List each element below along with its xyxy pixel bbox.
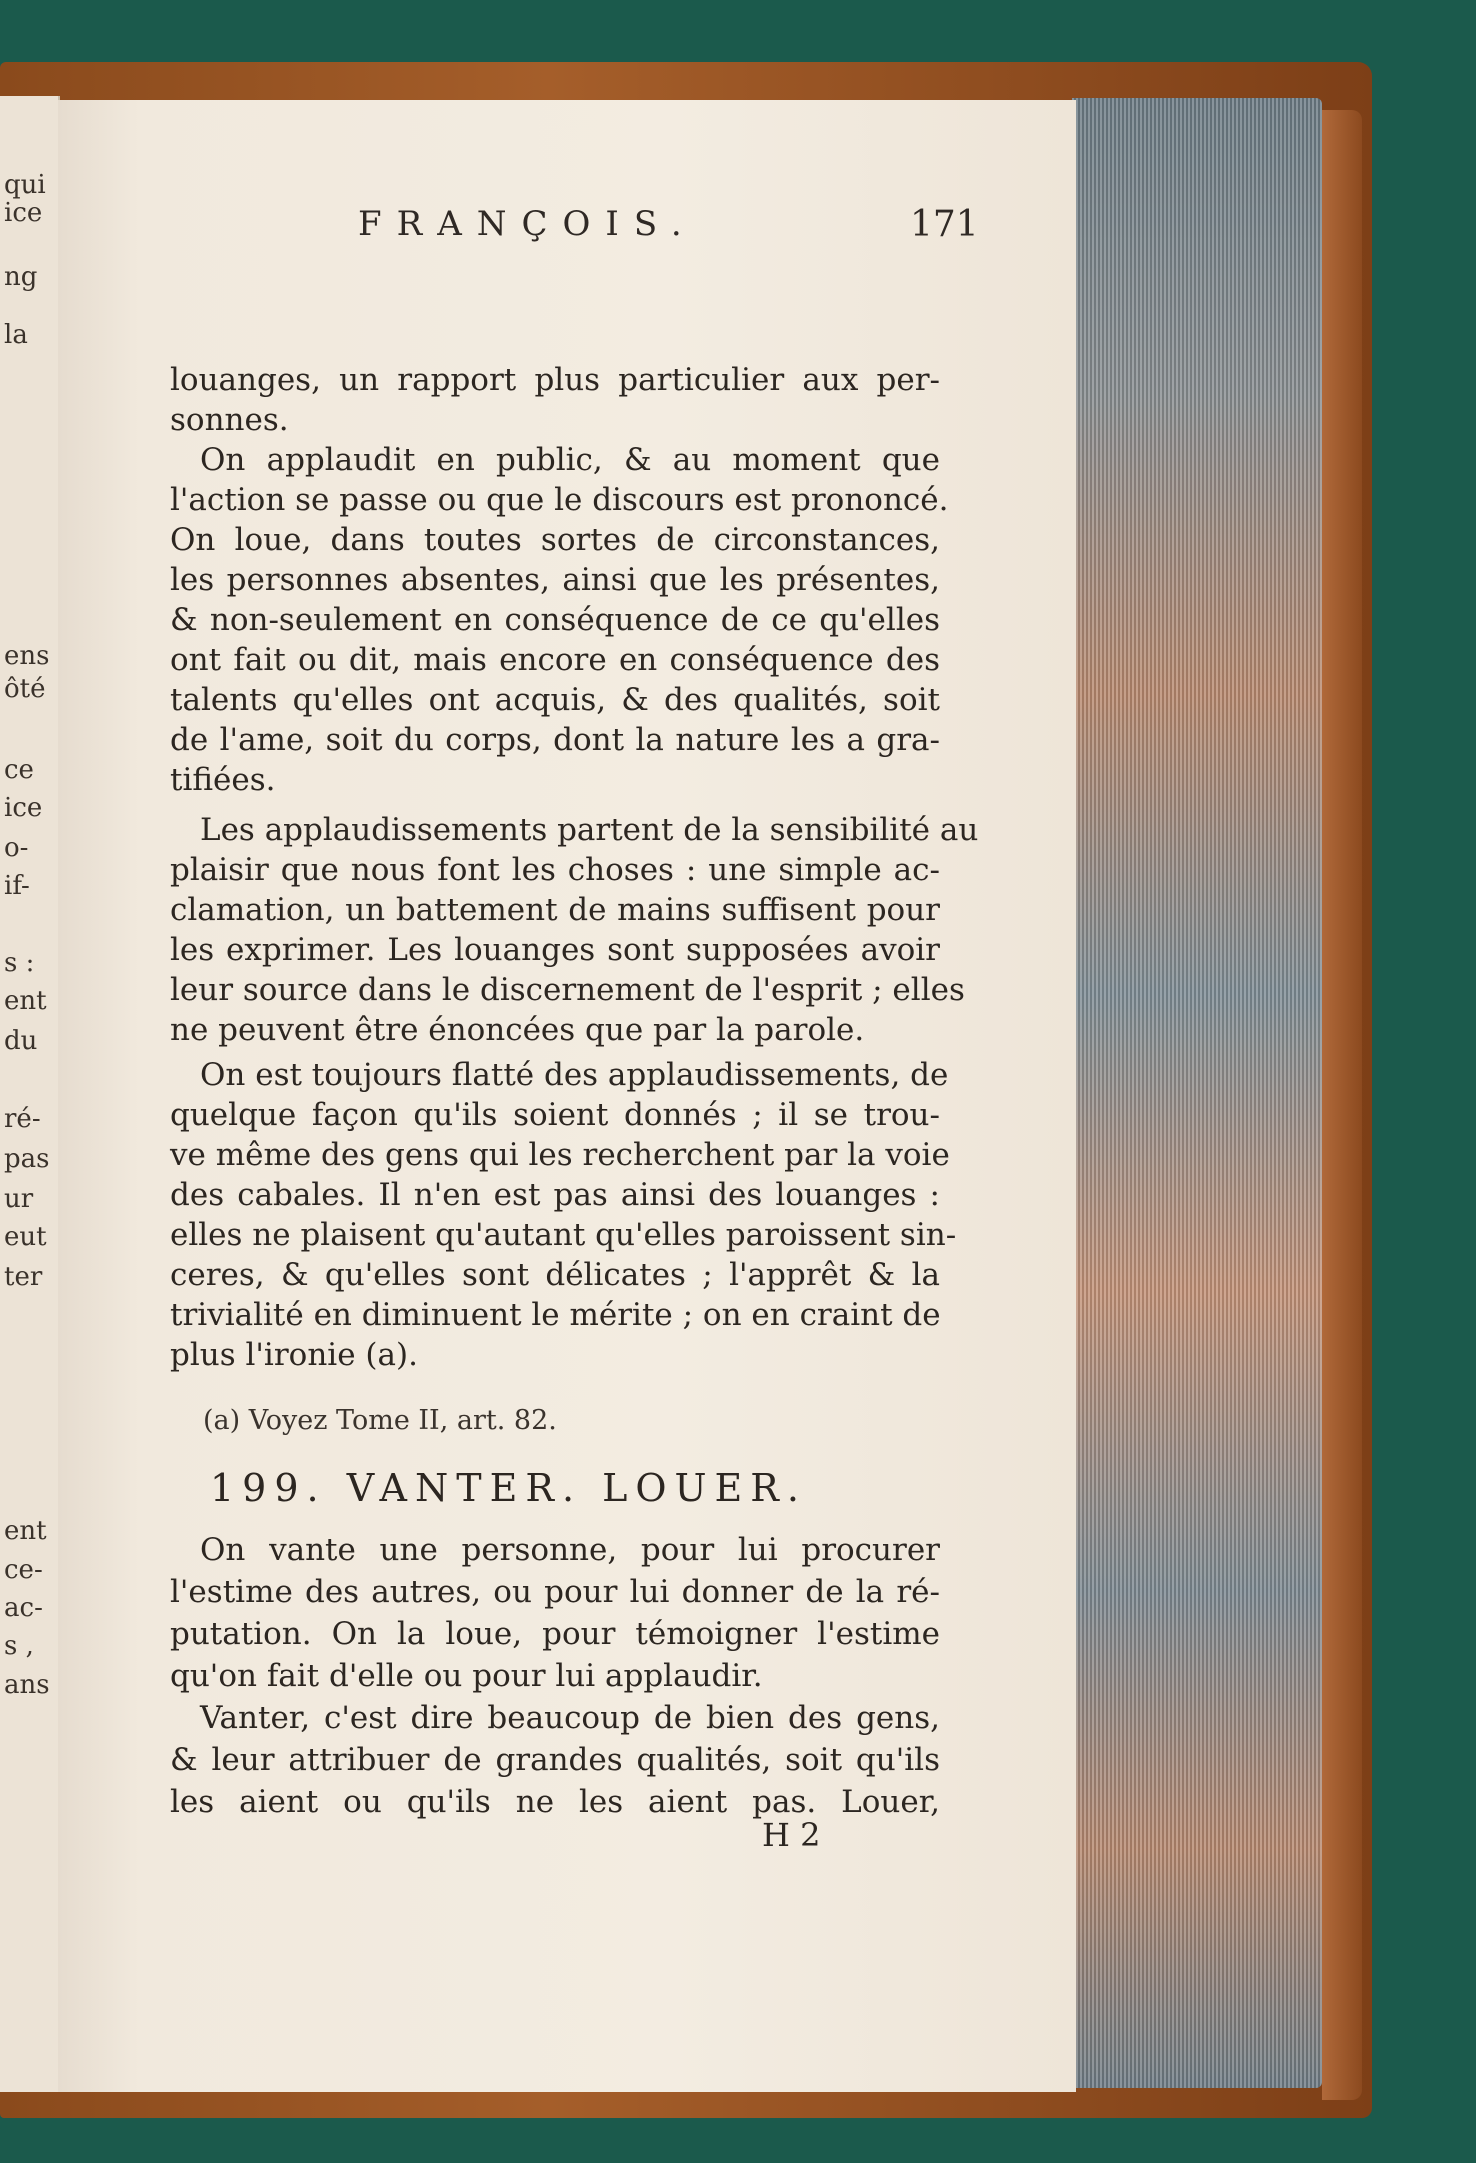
text-line: On loue, dans toutes sortes de circonstances, — [170, 522, 940, 558]
text-line: Les applaudissements partent de la sensibilité au — [200, 812, 979, 848]
left-fragment: ce- — [4, 1555, 43, 1585]
text-line: & leur attribuer de grandes qualités, soit qu'ils — [170, 1742, 940, 1778]
text-line: de l'ame, soit du corps, dont la nature les a gra- — [170, 722, 940, 758]
left-fragment: s : — [4, 948, 35, 978]
text-line: ne peuvent être énoncées que par la parole. — [170, 1012, 865, 1048]
left-fragment: s , — [4, 1631, 34, 1661]
left-fragment: la — [4, 320, 28, 350]
footnote: (a) Voyez Tome II, art. 82. — [203, 1405, 557, 1436]
left-fragment: if- — [4, 871, 30, 901]
left-fragment: o- — [4, 833, 29, 863]
left-fragment: ans — [4, 1670, 50, 1700]
left-fragment: ice — [4, 198, 43, 228]
left-fragment: du — [4, 1026, 38, 1056]
text-line: qu'on fait d'elle ou pour lui applaudir. — [170, 1658, 763, 1694]
page-fore-edge — [1072, 98, 1322, 2088]
running-head — [268, 204, 1168, 250]
text-line: ceres, & qu'elles sont délicates ; l'apprêt & la — [170, 1257, 940, 1293]
text-line: tifiées. — [170, 762, 276, 798]
text-line: ve même des gens qui les recherchent par la voie — [170, 1137, 950, 1173]
text-line: les exprimer. Les louanges sont supposées avoir — [170, 932, 940, 968]
text-line: talents qu'elles ont acquis, & des qualités, soit — [170, 682, 940, 718]
left-page-fragments — [2, 96, 56, 2092]
text-line: Vanter, c'est dire beaucoup de bien des gens, — [200, 1700, 940, 1736]
text-line: ont fait ou dit, mais encore en conséquence des — [170, 642, 940, 678]
text-line: elles ne plaisent qu'autant qu'elles paroissent sin- — [170, 1217, 957, 1253]
left-fragment: ng — [4, 262, 38, 292]
text-line: putation. On la loue, pour témoigner l'estime — [170, 1616, 940, 1652]
left-fragment: pas — [4, 1144, 50, 1174]
section-heading: 199. VANTER. LOUER. — [210, 1466, 807, 1510]
left-fragment: ré- — [4, 1104, 41, 1134]
left-fragment: qui — [4, 170, 46, 200]
text-line: des cabales. Il n'en est pas ainsi des louanges : — [170, 1177, 940, 1213]
left-page-strip — [0, 96, 60, 2092]
left-fragment: ens — [4, 641, 50, 671]
text-line: & non-seulement en conséquence de ce qu'elles — [170, 602, 940, 638]
page-number: 171 — [910, 204, 979, 245]
text-line: les aient ou qu'ils ne les aient pas. Louer, — [170, 1784, 940, 1820]
text-line: On vante une personne, pour lui procurer — [200, 1532, 940, 1568]
left-fragment: ac- — [4, 1593, 43, 1623]
right-page — [58, 100, 1076, 2092]
text-line: clamation, un battement de mains suffisent pour — [170, 892, 940, 928]
left-fragment: ice — [4, 793, 43, 823]
text-line: plaisir que nous font les choses : une simple ac- — [170, 852, 940, 888]
text-line: plus l'ironie (a). — [170, 1337, 418, 1373]
text-line: l'estime des autres, ou pour lui donner de la ré- — [170, 1574, 940, 1610]
left-fragment: ce — [4, 755, 34, 785]
text-line: sonnes. — [170, 402, 289, 438]
text-line: On applaudit en public, & au moment que — [200, 442, 940, 478]
text-line: On est toujours flatté des applaudissements, de — [200, 1057, 949, 1093]
left-fragment: ur — [4, 1184, 34, 1214]
text-line: louanges, un rapport plus particulier aux per- — [170, 362, 940, 398]
left-fragment: ent — [4, 1516, 47, 1546]
left-fragment: eut — [4, 1222, 47, 1252]
text-line: les personnes absentes, ainsi que les présentes, — [170, 562, 940, 598]
text-line: quelque façon qu'ils soient donnés ; il se trou- — [170, 1097, 940, 1133]
text-line: leur source dans le discernement de l'esprit ; elles — [170, 972, 965, 1008]
left-fragment: ent — [4, 986, 47, 1016]
signature-mark: H 2 — [762, 1816, 821, 1854]
left-fragment: ter — [4, 1262, 43, 1292]
text-line: l'action se passe ou que le discours est prononcé. — [170, 482, 949, 518]
left-fragment: ôté — [4, 674, 46, 704]
cover-edge — [1322, 110, 1362, 2100]
running-head-title: FRANÇOIS. — [358, 204, 697, 244]
text-line: trivialité en diminuent le mérite ; on en craint de — [170, 1297, 941, 1333]
